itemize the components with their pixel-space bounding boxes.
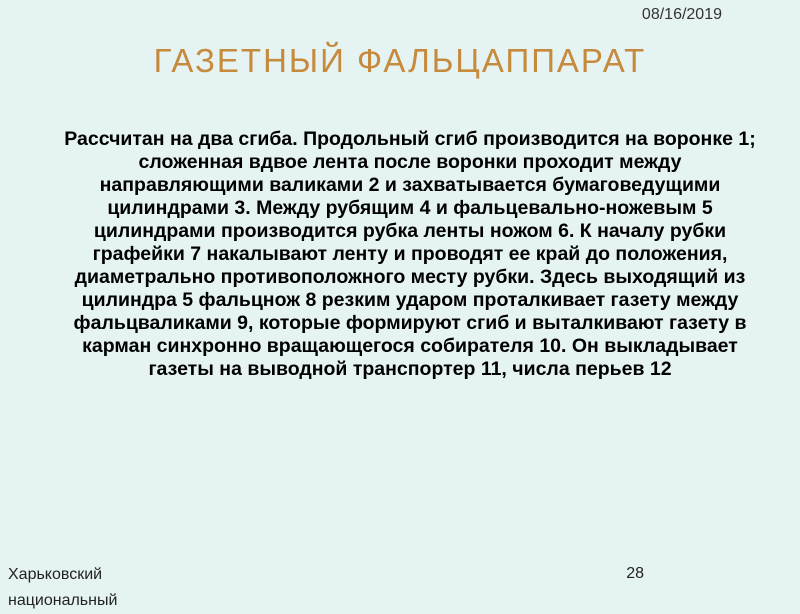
slide-page-number: 28 — [626, 565, 644, 582]
slide-title: ГАЗЕТНЫЙ ФАЛЬЦАППАРАТ — [153, 42, 647, 79]
footer-institution: Харьковский национальный — [8, 566, 118, 609]
slide-date: 08/16/2019 — [641, 6, 722, 23]
slide-body-text: Рассчитан на два сгиба. Продольный сгиб производится на воронке 1; сложенная вдвое лента после воронки проходит между направляющими валиками 2 и захватывается бумаговедущими цилиндрами 3. Между рубящим 4 и фальцевально-ножевым 5 цилиндрами производится рубка ленты ножом 6. К началу рубки графейки 7 накалывают ленту и проводят ее край до положения, диаметрально противоположного месту рубки. Здесь выходящий из цилиндра 5 фальцнож 8 резким ударом проталкивает газету между фальцваликами 9, которые формируют сгиб и выталкивают газету в карман синхронно вращающегося собирателя 10. Он выкладывает газеты на выводной транспортер 11, числа перьев 12 — [64, 128, 756, 380]
